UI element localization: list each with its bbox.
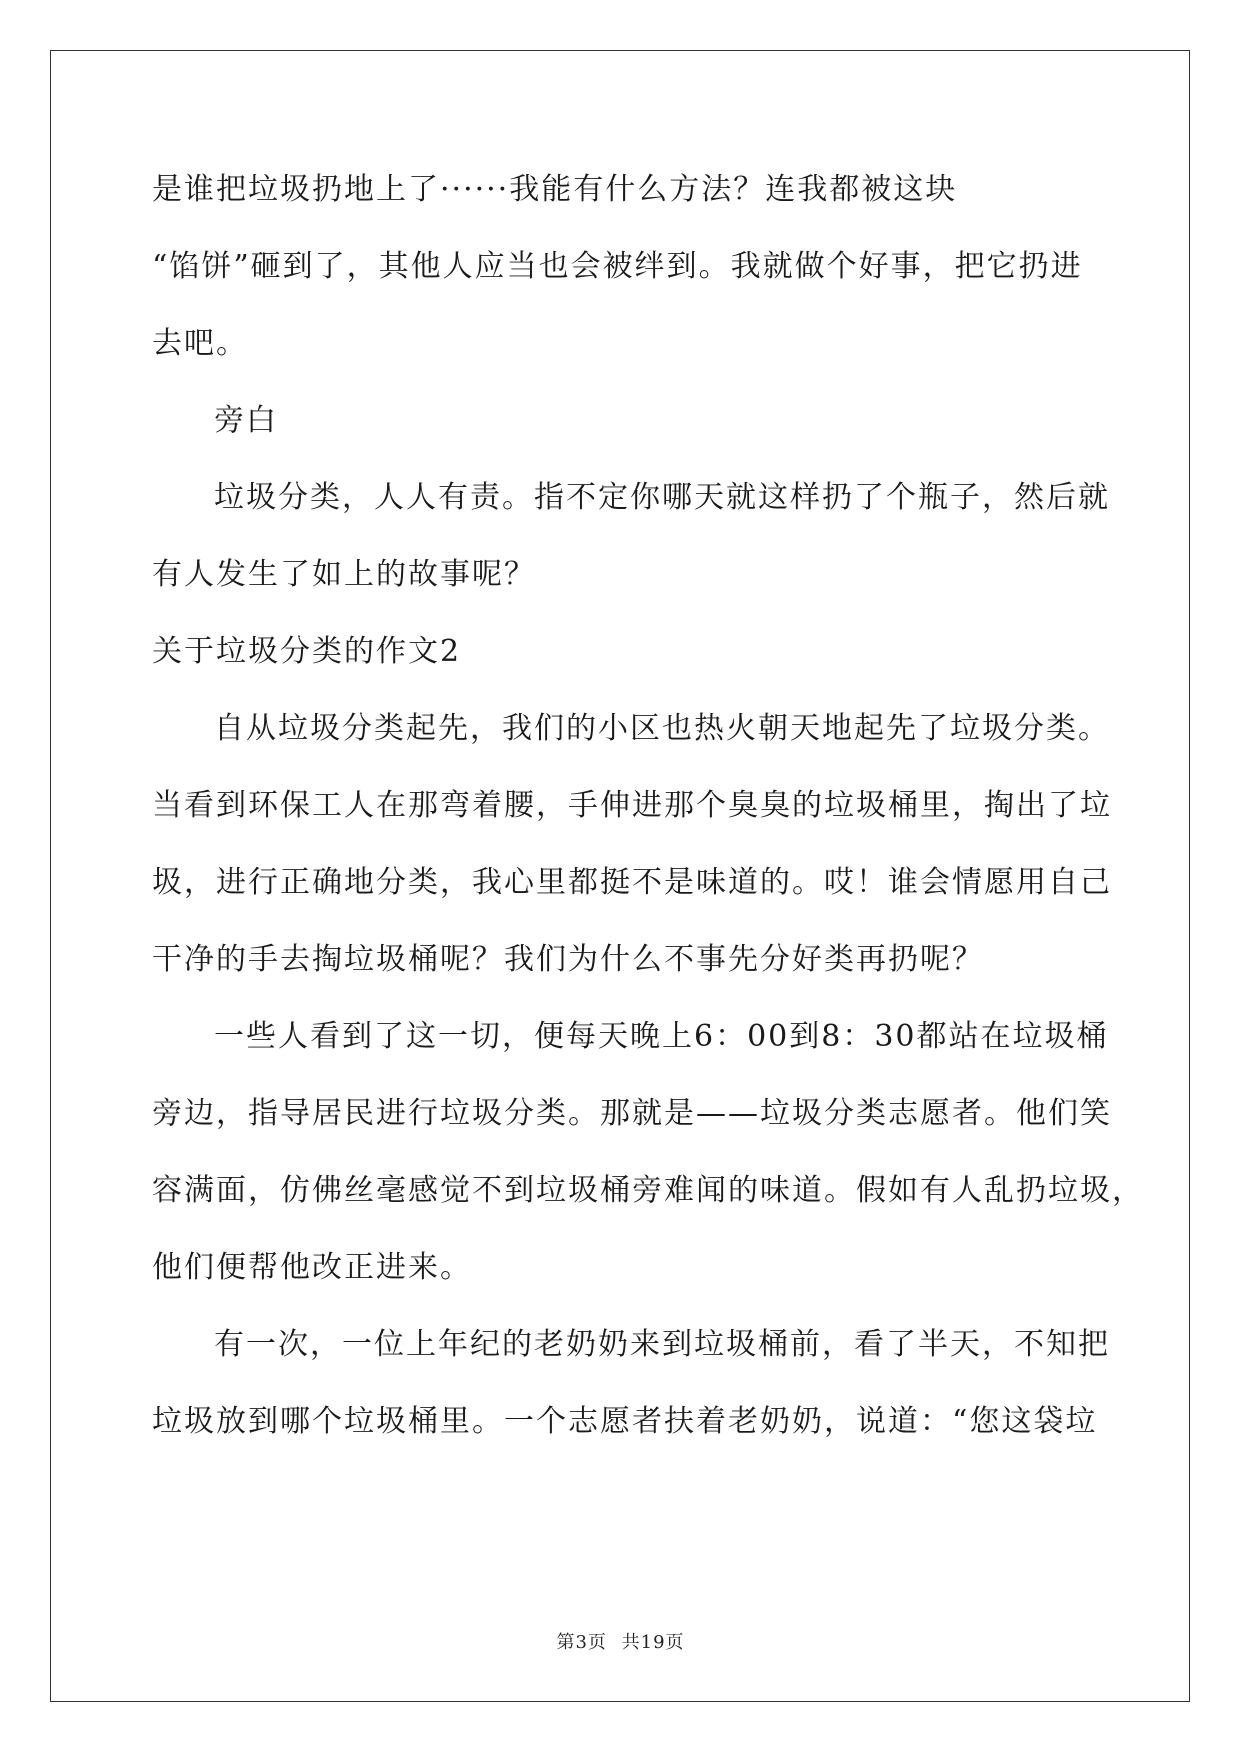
text-line: 垃圾分类，人人有责。指不定你哪天就这样扔了个瓶子，然后就 bbox=[214, 480, 1110, 515]
text-line: 垃圾放到哪个垃圾桶里。一个志愿者扶着老奶奶，说道：“您这袋垃 bbox=[152, 1404, 1098, 1439]
section-heading: 关于垃圾分类的作文2 bbox=[152, 634, 462, 669]
text-line: 旁白 bbox=[214, 403, 278, 438]
text-line: 去吧。 bbox=[152, 326, 248, 361]
text-line: 他们便帮他改正进来。 bbox=[152, 1250, 472, 1285]
page-total: 共19页 bbox=[621, 1632, 685, 1653]
text-line: 一些人看到了这一切，便每天晚上6：00到8：30都站在垃圾桶 bbox=[214, 1019, 1109, 1054]
text-line: 容满面，仿佛丝毫感觉不到垃圾桶旁难闻的味道。假如有人乱扔垃圾， bbox=[152, 1173, 1144, 1208]
text-line: 干净的手去掏垃圾桶呢？我们为什么不事先分好类再扔呢？ bbox=[152, 942, 984, 977]
text-line: 当看到环保工人在那弯着腰，手伸进那个臭臭的垃圾桶里，掏出了垃 bbox=[152, 788, 1112, 823]
text-line: 有人发生了如上的故事呢？ bbox=[152, 557, 536, 592]
page-footer bbox=[0, 1628, 1241, 1654]
text-line: 圾，进行正确地分类，我心里都挺不是味道的。哎！谁会情愿用自己 bbox=[152, 865, 1112, 900]
text-line: 是谁把垃圾扔地上了······我能有什么方法？连我都被这块 bbox=[152, 172, 958, 207]
document-body bbox=[152, 160, 1144, 1469]
page-number: 第3页 bbox=[556, 1632, 607, 1653]
text-line: 有一次，一位上年纪的老奶奶来到垃圾桶前，看了半天，不知把 bbox=[214, 1327, 1110, 1362]
text-line: 自从垃圾分类起先，我们的小区也热火朝天地起先了垃圾分类。 bbox=[214, 711, 1110, 746]
text-line: 旁边，指导居民进行垃圾分类。那就是——垃圾分类志愿者。他们笑 bbox=[152, 1096, 1112, 1131]
text-line: “馅饼”砸到了，其他人应当也会被绊到。我就做个好事，把它扔进 bbox=[152, 249, 1083, 284]
